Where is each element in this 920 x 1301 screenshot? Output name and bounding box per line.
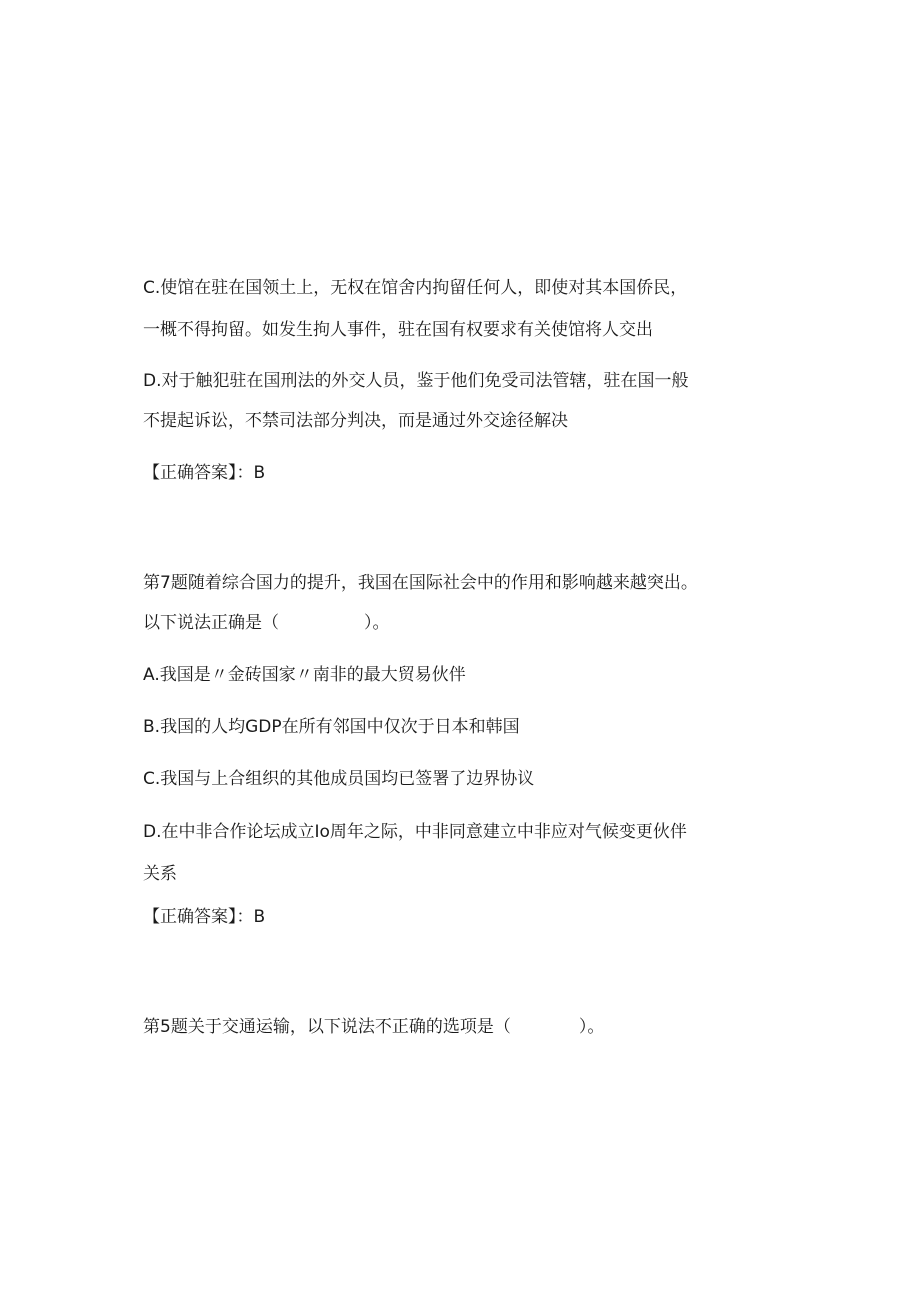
correct-answer: 【正确答案】：B — [143, 463, 266, 483]
question-7-correct-answer: 【正确答案】：B — [143, 907, 266, 927]
question-7-option-c: C.我国与上合组织的其他成员国均已签署了边界协议 — [143, 769, 535, 789]
question-7-option-d-line-2: 关系 — [143, 864, 177, 884]
option-c-line-1: C.使馆在驻在国领土上，无权在馆舍内拘留任何人，即使对其本国侨民， — [143, 278, 688, 298]
question-7-option-d-line-1: D.在中非合作论坛成立Io周年之际，中非同意建立中非应对气候变更伙伴 — [143, 822, 687, 842]
question-7-stem-line-2: 以下说法正确是（ ）。 — [143, 613, 390, 633]
option-d-line-1: D.对于触犯驻在国刑法的外交人员，鉴于他们免受司法管辖，驻在国一般 — [143, 371, 689, 391]
question-7-option-a: A.我国是〃金砖国家〃南非的最大贸易伙伴 — [143, 665, 466, 685]
option-d-line-2: 不提起诉讼，不禁司法部分判决，而是通过外交途径解决 — [143, 411, 568, 431]
question-7-stem-line-1: 第7题随着综合国力的提升，我国在国际社会中的作用和影响越来越突出。 — [143, 573, 698, 593]
question-7-option-b: B.我国的人均GDP在所有邻国中仅次于日本和韩国 — [143, 717, 520, 737]
question-5-stem: 第5题关于交通运输，以下说法不正确的选项是（ ）。 — [143, 1017, 605, 1037]
option-c-line-2: 一概不得拘留。如发生拘人事件，驻在国有权要求有关使馆将人交出 — [143, 320, 653, 340]
